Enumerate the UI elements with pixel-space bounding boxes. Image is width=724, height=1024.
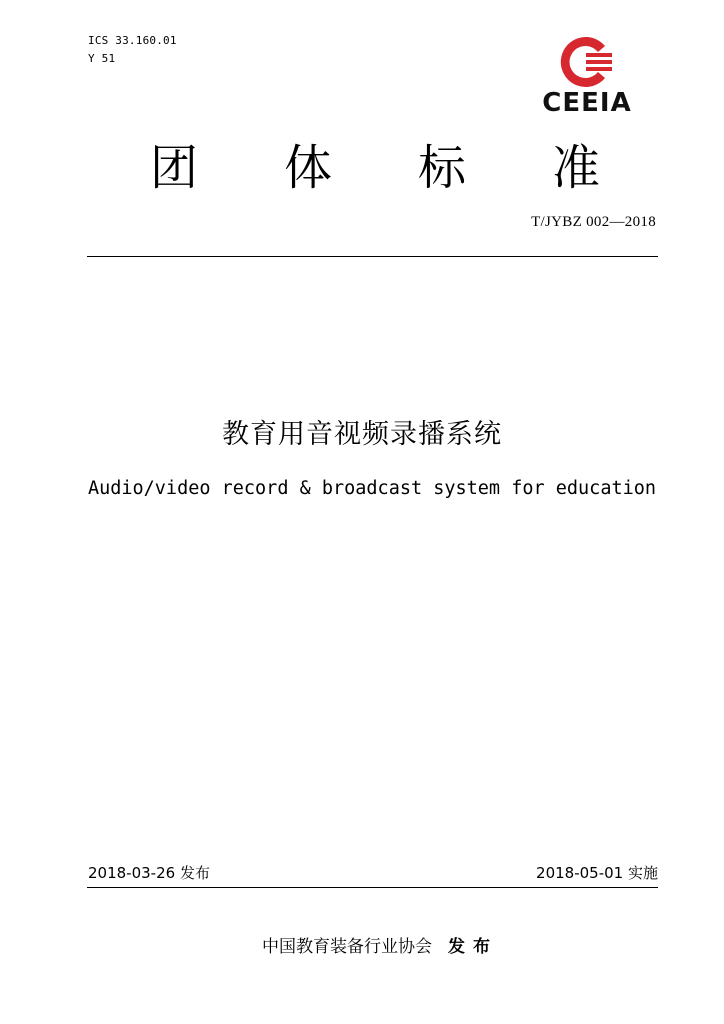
ceeia-logo-icon [556, 32, 616, 92]
bottom-divider [87, 887, 658, 888]
standard-type-char: 团 [150, 140, 199, 196]
standard-type-char: 标 [417, 140, 466, 196]
title-chinese: 教育用音视频录播系统 [222, 419, 502, 450]
standard-number: T/JYBZ 002—2018 [531, 214, 656, 230]
standard-type-char: 准 [551, 140, 600, 196]
top-divider [87, 256, 658, 257]
issued-label: 发布 [448, 937, 498, 957]
issuer-line [0, 932, 724, 957]
title-english: Audio/video record & broadcast system for education [87, 478, 657, 499]
standard-type-char: 体 [283, 140, 332, 196]
standard-type-heading [150, 138, 600, 198]
issuing-organization: 中国教育装备行业协会 [262, 937, 432, 957]
classification-codes [88, 32, 177, 68]
effective-date: 2018-05-01 实施 [536, 864, 658, 882]
ics-code: ICS 33.160.01 [88, 34, 177, 47]
ceeia-logo [532, 32, 642, 118]
ccs-code: Y 51 [88, 52, 116, 65]
publish-date: 2018-03-26 发布 [88, 864, 210, 882]
logo-text: CEEIA [542, 88, 632, 118]
